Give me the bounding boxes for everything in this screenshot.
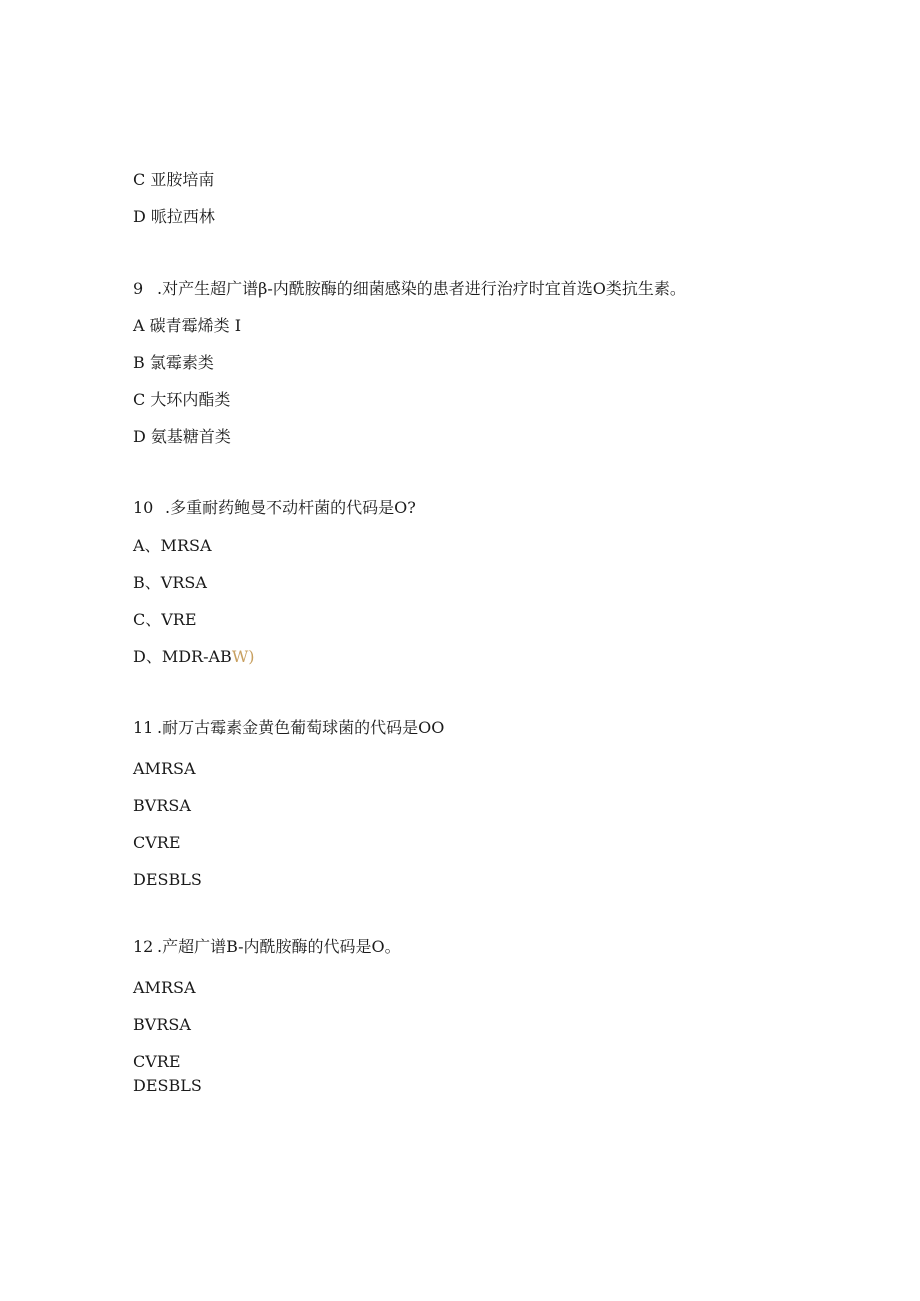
q9-option-c: C 大环内酯类: [133, 390, 231, 409]
q9-number: 9: [133, 279, 144, 298]
q10-number: 10: [133, 498, 154, 517]
q11-stem: [133, 718, 444, 738]
q8-option-c: C 亚胺培南: [133, 170, 215, 189]
q12-stem: [133, 937, 401, 957]
q10-option-d: [133, 647, 255, 667]
q11-option-d: DESBLS: [133, 870, 202, 889]
q12-option-a: AMRSA: [133, 978, 196, 997]
q9-stem: [133, 279, 686, 299]
q10-option-d-text: D、MDR-AB: [133, 647, 232, 666]
q10-text: .多重耐药鲍曼不动杆菌的代码是O?: [165, 498, 416, 517]
q8-option-d: D 哌拉西林: [133, 207, 215, 226]
q9-text: .对产生超广谱β-内酰胺酶的细菌感染的患者进行治疗时宜首选O类抗生素。: [157, 279, 686, 298]
q10-option-c: C、VRE: [133, 610, 197, 629]
q12-option-d: DESBLS: [133, 1076, 202, 1095]
q11-option-b: BVRSA: [133, 796, 191, 815]
q11-option-a: AMRSA: [133, 759, 196, 778]
q9-option-d: D 氨基糖首类: [133, 427, 231, 446]
q11-option-c: CVRE: [133, 833, 181, 852]
q10-option-b: B、VRSA: [133, 573, 207, 592]
q10-option-d-mark: W): [231, 647, 255, 666]
q10-option-a: A、MRSA: [133, 536, 212, 555]
q10-stem: [133, 498, 416, 518]
q9-option-b: B 氯霉素类: [133, 353, 214, 372]
q12-option-b: BVRSA: [133, 1015, 191, 1034]
q12-number: 12: [133, 937, 154, 956]
q9-option-a: A 碳青霉烯类 I: [133, 316, 242, 335]
q11-number: 11: [133, 718, 154, 737]
q11-text: .耐万古霉素金黄色葡萄球菌的代码是OO: [157, 718, 445, 737]
q12-text: .产超广谱B-内酰胺酶的代码是O。: [157, 937, 401, 956]
q12-option-c: CVRE: [133, 1052, 181, 1071]
